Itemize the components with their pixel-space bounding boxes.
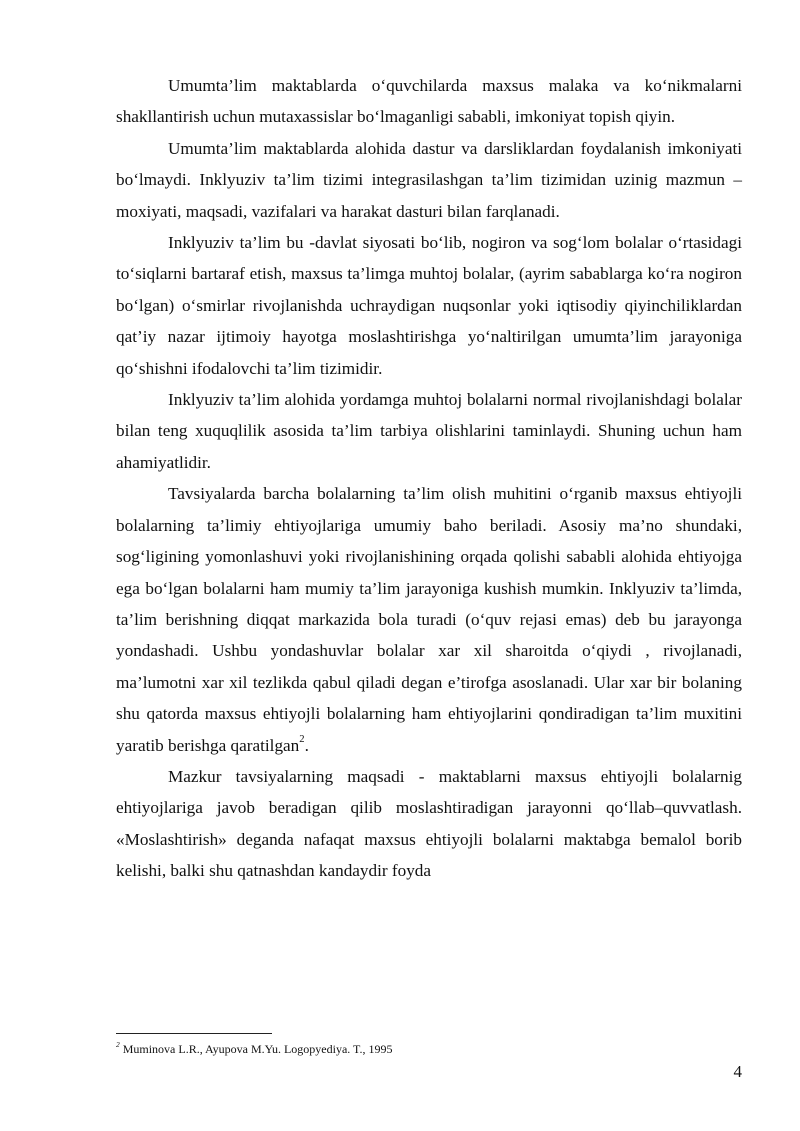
paragraph-5-end: . — [304, 735, 309, 755]
paragraph-4: Inklyuziv ta’lim alohida yordamga muhtoj bolalarni normal rivojlanishdagi bolalar bilan teng xuquqlilik asosida ta’lim tarbiya olishlarini taminlaydi. Shuning uchun ham ahamiyatlidir. — [116, 390, 742, 472]
paragraph-6: Mazkur tavsiyalarning maqsadi - maktablarni maxsus ehtiyojli bolalarnig ehtiyojlariga javob beradigan qilib moslashtiradigan jarayonni qo‘llab–quvvatlash. «Moslashtirish» deganda nafaqat maxsus ehtiyojli bolalarni maktabga bemalol borib kelishi, balki shu qatnashdan kandaydir foyda — [116, 766, 742, 881]
footnote-mark: 2 — [116, 1039, 120, 1049]
footnote-reference[interactable]: 2 — [299, 733, 305, 745]
footnote-separator — [116, 1033, 272, 1034]
page-number: 4 — [733, 1062, 742, 1081]
paragraph-5-text: Tavsiyalarda barcha bolalarning ta’lim olish muhitini o‘rganib maxsus ehtiyojli bolalarning ta’limiy ehtiyojlariga umumiy baho beriladi. Asosiy ma’no shundaki, sog‘ligining yomonlashuvi yoki rivojlanishining orqada qolishi sababli alohida ehtiyojga ega bo‘lgan bolalarni ham mumiy ta’lim jarayoniga kushish mumkin. Inklyuziv ta’limda, ta’lim berishning diqqat markazida bola turadi (o‘quv rejasi emas) deb bu jarayonga yondashadi. Ushbu yondashuvlar bolalar xar xil sharoitda o‘qiydi , rivojlanadi, ma’lumotni xar xil tezlikda qabul qiladi degan e’tirofga asoslanadi. Ular xar bir bolaning shu qatorda maxsus ehtiyojli bolalarning ham ehtiyojlarini qondiradigan ta’lim muxitini yaratib berishga qaratilgan — [116, 484, 742, 755]
footnote-text: Muminova L.R., Ayupova M.Yu. Logopyediya. T., 1995 — [122, 1042, 393, 1056]
paragraph-1: Umumta’lim maktablarda o‘quvchilarda maxsus malaka va ko‘nikmalarni shakllantirish uchun mutaxassislar bo‘lmaganligi sababli, imkoniyat topish qiyin. — [116, 76, 742, 127]
body-text — [116, 70, 742, 887]
paragraph-2: Umumta’lim maktablarda alohida dastur va darsliklardan foydalanish imkoniyati bo‘lmaydi. Inklyuziv ta’lim tizimi integrasilashgan ta’lim tizimidan uzinig mazmun – moxiyati, maqsadi, vazifalari va harakat dasturi bilan farqlanadi. — [116, 138, 742, 221]
paragraph-3: Inklyuziv ta’lim bu -davlat siyosati bo‘lib, nogiron va sog‘lom bolalar o‘rtasidagi to‘siqlarni bartaraf etish, maxsus ta’limga muhtoj bolalar, (ayrim sabablarga ko‘ra nogiron bo‘lgan) o‘smirlar rivojlanishda uchraydigan nuqsonlar yoki iqtisodiy qiyinchiliklardan qat’iy nazar ijtimoiy hayotga moslashtirishga yo‘naltirilgan umumta’lim jarayoniga qo‘shishni ifodalovchi ta’lim tizimidir. — [116, 233, 742, 378]
paragraph-5 — [116, 478, 742, 761]
footnote — [116, 1041, 742, 1057]
